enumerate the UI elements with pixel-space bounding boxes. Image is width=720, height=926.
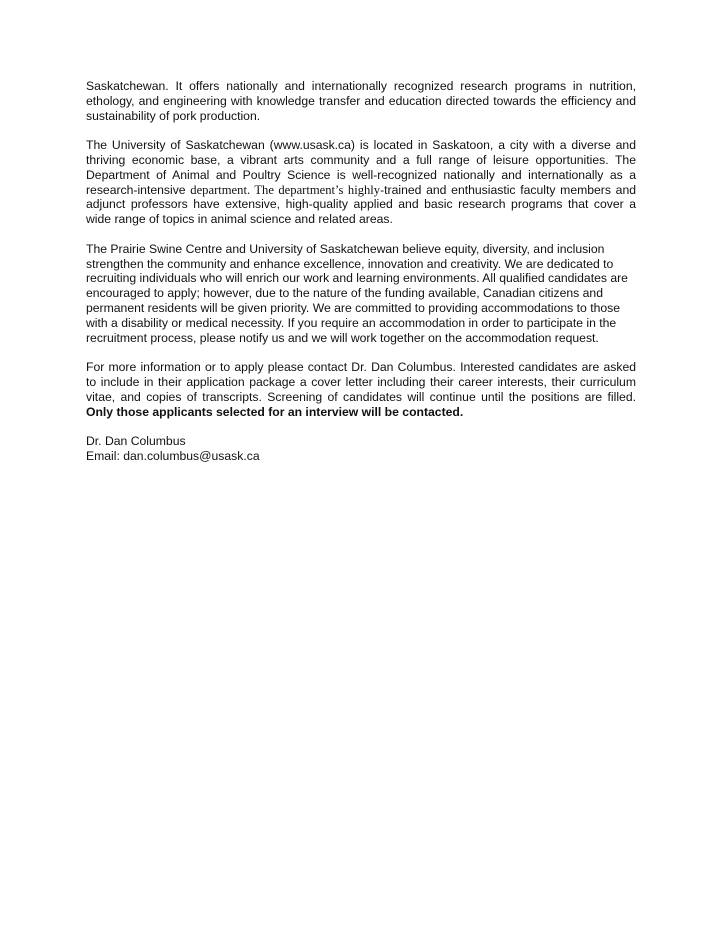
contact-email: Email: dan.columbus@usask.ca <box>86 448 260 463</box>
university-text-part-1: The University of Saskatchewan (www.usask.ca) is located in Saskatoon, a city with a diverse and thriving economic base, a vibrant arts community and a full range of leisure opportunities. The Department of Animal and Poultry Science is well-recognized nationally and internationally as a research-intensive <box>86 138 636 197</box>
university-text-part-2: -trained and enthusiastic faculty members and adjunct professors have extensive, high-quality applied and basic research programs that cover a wide range of topics in animal science and related areas. <box>86 182 637 227</box>
document-body <box>86 79 636 479</box>
paragraph-equity-diversity: The Prairie Swine Centre and University of Saskatchewan believe equity, diversity, and inclusion strengthen the community and enhance excellence, innovation and creativity. We are dedicated to recruiting individuals who will enrich our work and learning environments. All qualified candidates are encouraged to apply; however, due to the nature of the funding available, Canadian citizens and permanent residents will be given priority. We are committed to providing accommodations to those with a disability or medical necessity. If you require an accommodation in order to participate in the recruitment process, please notify us and we will work together on the accommodation request. <box>86 241 628 345</box>
contact-name: Dr. Dan Columbus <box>86 434 186 449</box>
university-text-serif: department. The department’s highly <box>190 182 381 197</box>
paragraph-research-programs: Saskatchewan. It offers nationally and internationally recognized research programs in nutrition, ethology, and engineering with knowledge transfer and education directed towards the efficiency and sustainability of pork production. <box>86 79 636 123</box>
contact-block <box>86 434 636 464</box>
paragraph-university <box>86 138 636 227</box>
apply-text: For more information or to apply please contact Dr. Dan Columbus. Interested candidates are asked to include in their application package a cover letter including their career interests, their curriculum vitae, and copies of transcripts. Screening of candidates will continue until the positions are filled. <box>86 360 636 404</box>
apply-note-bold: Only those applicants selected for an interview will be contacted. <box>86 404 464 419</box>
paragraph-how-to-apply <box>86 360 636 419</box>
